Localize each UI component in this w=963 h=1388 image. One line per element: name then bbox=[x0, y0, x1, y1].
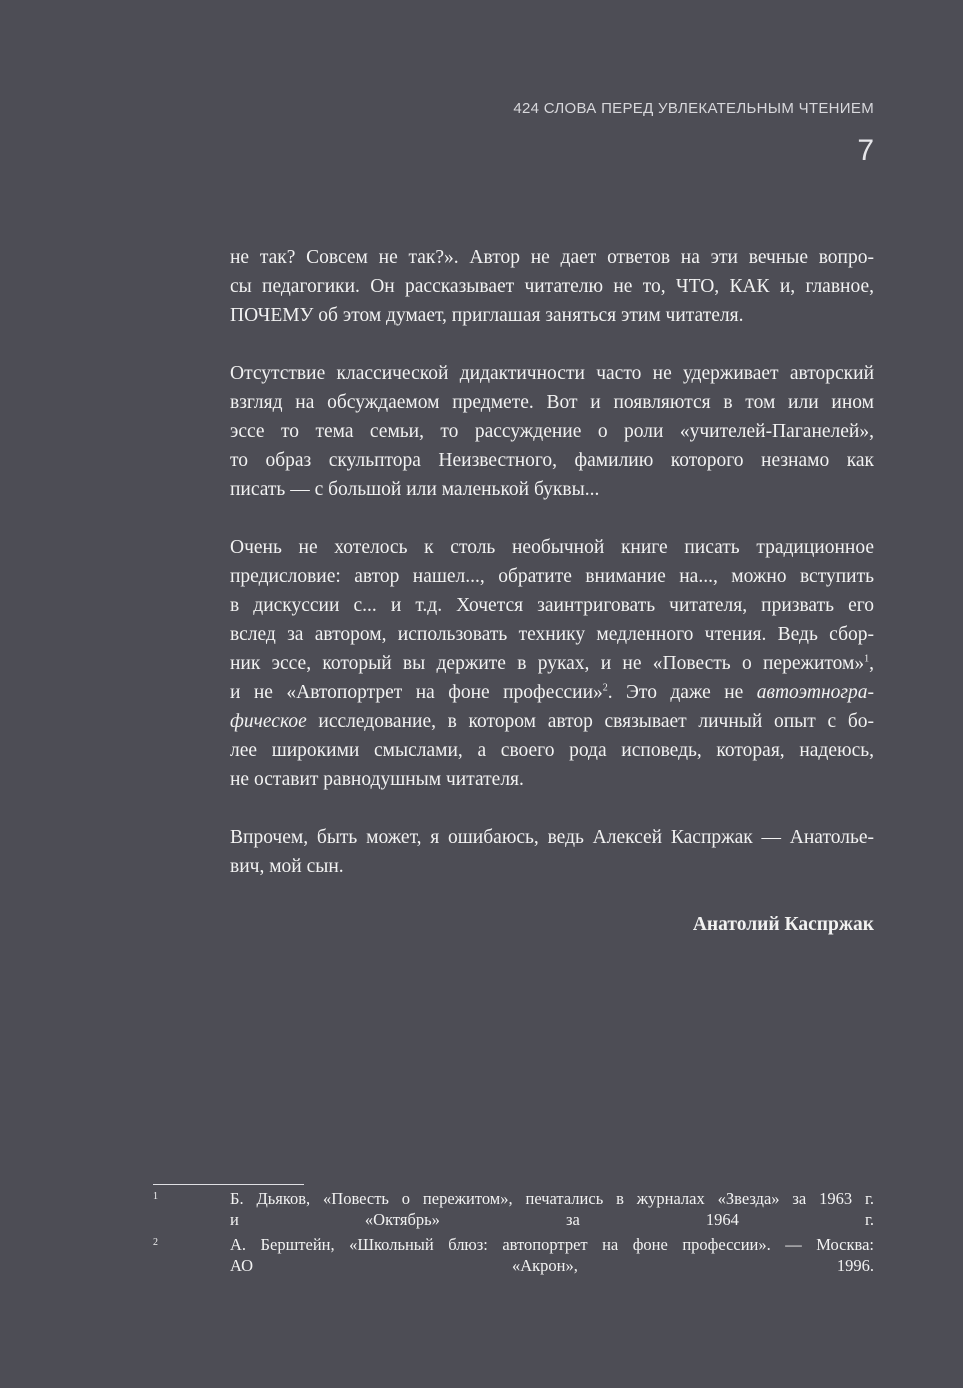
text-line bbox=[230, 649, 874, 678]
footnote-line: Б. Дьяков, «Повесть о пережитом», печатались в журналах «Звезда» за 1963 г. bbox=[230, 1189, 874, 1208]
footnote-text bbox=[230, 1234, 874, 1276]
footnote-2 bbox=[153, 1234, 874, 1276]
footnote-number: 2 bbox=[153, 1237, 158, 1248]
text-line: Очень не хотелось к столь необычной книге писать традиционное bbox=[230, 537, 874, 558]
paragraph-4 bbox=[230, 823, 874, 881]
text-line: сы педагогики. Он рассказывает читателю не то, ЧТО, КАК и, главное, bbox=[230, 276, 874, 297]
text-run: исследование, в котором автор связывает личный опыт с бо- bbox=[306, 711, 874, 732]
text-run: ник эссе, который вы держите в руках, и не «Повесть о пережитом» bbox=[230, 653, 865, 674]
italic-term: фическое bbox=[230, 711, 307, 732]
text-line: взгляд на обсуждаемом предмете. Вот и появляются в том или ином bbox=[230, 392, 874, 413]
footnote-1 bbox=[153, 1188, 874, 1230]
text-line: вич, мой сын. bbox=[230, 856, 344, 877]
text-run: и не «Автопортрет на фоне профессии» bbox=[230, 682, 603, 703]
running-title: 424 СЛОВА ПЕРЕД УВЛЕКАТЕЛЬНЫМ ЧТЕНИЕМ bbox=[513, 100, 874, 117]
text-run: . Это даже не bbox=[607, 682, 757, 703]
main-text bbox=[230, 243, 874, 939]
footnote-line: АО «Акрон», 1996. bbox=[230, 1256, 874, 1275]
text-line: не так? Совсем не так?». Автор не дает ответов на эти вечные вопро- bbox=[230, 247, 874, 268]
text-run: , bbox=[869, 653, 874, 674]
text-line: то образ скульптора Неизвестного, фамилию которого незнамо как bbox=[230, 450, 874, 471]
paragraph-3 bbox=[230, 533, 874, 794]
text-line bbox=[230, 678, 874, 707]
text-line: Впрочем, быть может, я ошибаюсь, ведь Алексей Каспржак — Анатолье- bbox=[230, 827, 874, 848]
page-number: 7 bbox=[857, 134, 874, 167]
footnote-divider bbox=[153, 1184, 304, 1185]
italic-term: автоэтногра- bbox=[756, 682, 874, 703]
footnote-line: и «Октябрь» за 1964 г. bbox=[230, 1210, 874, 1229]
text-line: предисловие: автор нашел..., обратите внимание на..., можно вступить bbox=[230, 566, 874, 587]
footnote-ref-2[interactable]: 2 bbox=[602, 682, 608, 694]
text-line bbox=[230, 707, 874, 736]
footnote-line: А. Берштейн, «Школьный блюз: автопортрет на фоне профессии». — Москва: bbox=[230, 1235, 874, 1254]
author-signature: Анатолий Каспржак bbox=[692, 914, 874, 935]
footnotes bbox=[153, 1188, 874, 1280]
text-line: ПОЧЕМУ об этом думает, приглашая заняться этим читателя. bbox=[230, 305, 744, 326]
footnote-ref-1[interactable]: 1 bbox=[864, 653, 870, 665]
paragraph-2 bbox=[230, 359, 874, 504]
text-line: Отсутствие классической дидактичности часто не удерживает авторский bbox=[230, 363, 874, 384]
text-line: вслед за автором, использовать технику медленного чтения. Ведь сбор- bbox=[230, 624, 874, 645]
footnote-number: 1 bbox=[153, 1191, 158, 1202]
text-line: в дискуссии с... и т.д. Хочется заинтриговать читателя, призвать его bbox=[230, 595, 874, 616]
text-line: не оставит равнодушным читателя. bbox=[230, 769, 524, 790]
footnote-text bbox=[230, 1188, 874, 1230]
paragraph-1 bbox=[230, 243, 874, 330]
text-line: эссе то тема семьи, то рассуждение о роли «учителей-Паганелей», bbox=[230, 421, 874, 442]
text-line: писать — с большой или маленькой буквы... bbox=[230, 479, 600, 500]
text-line: лее широкими смыслами, а своего рода исповедь, которая, надеюсь, bbox=[230, 740, 874, 761]
